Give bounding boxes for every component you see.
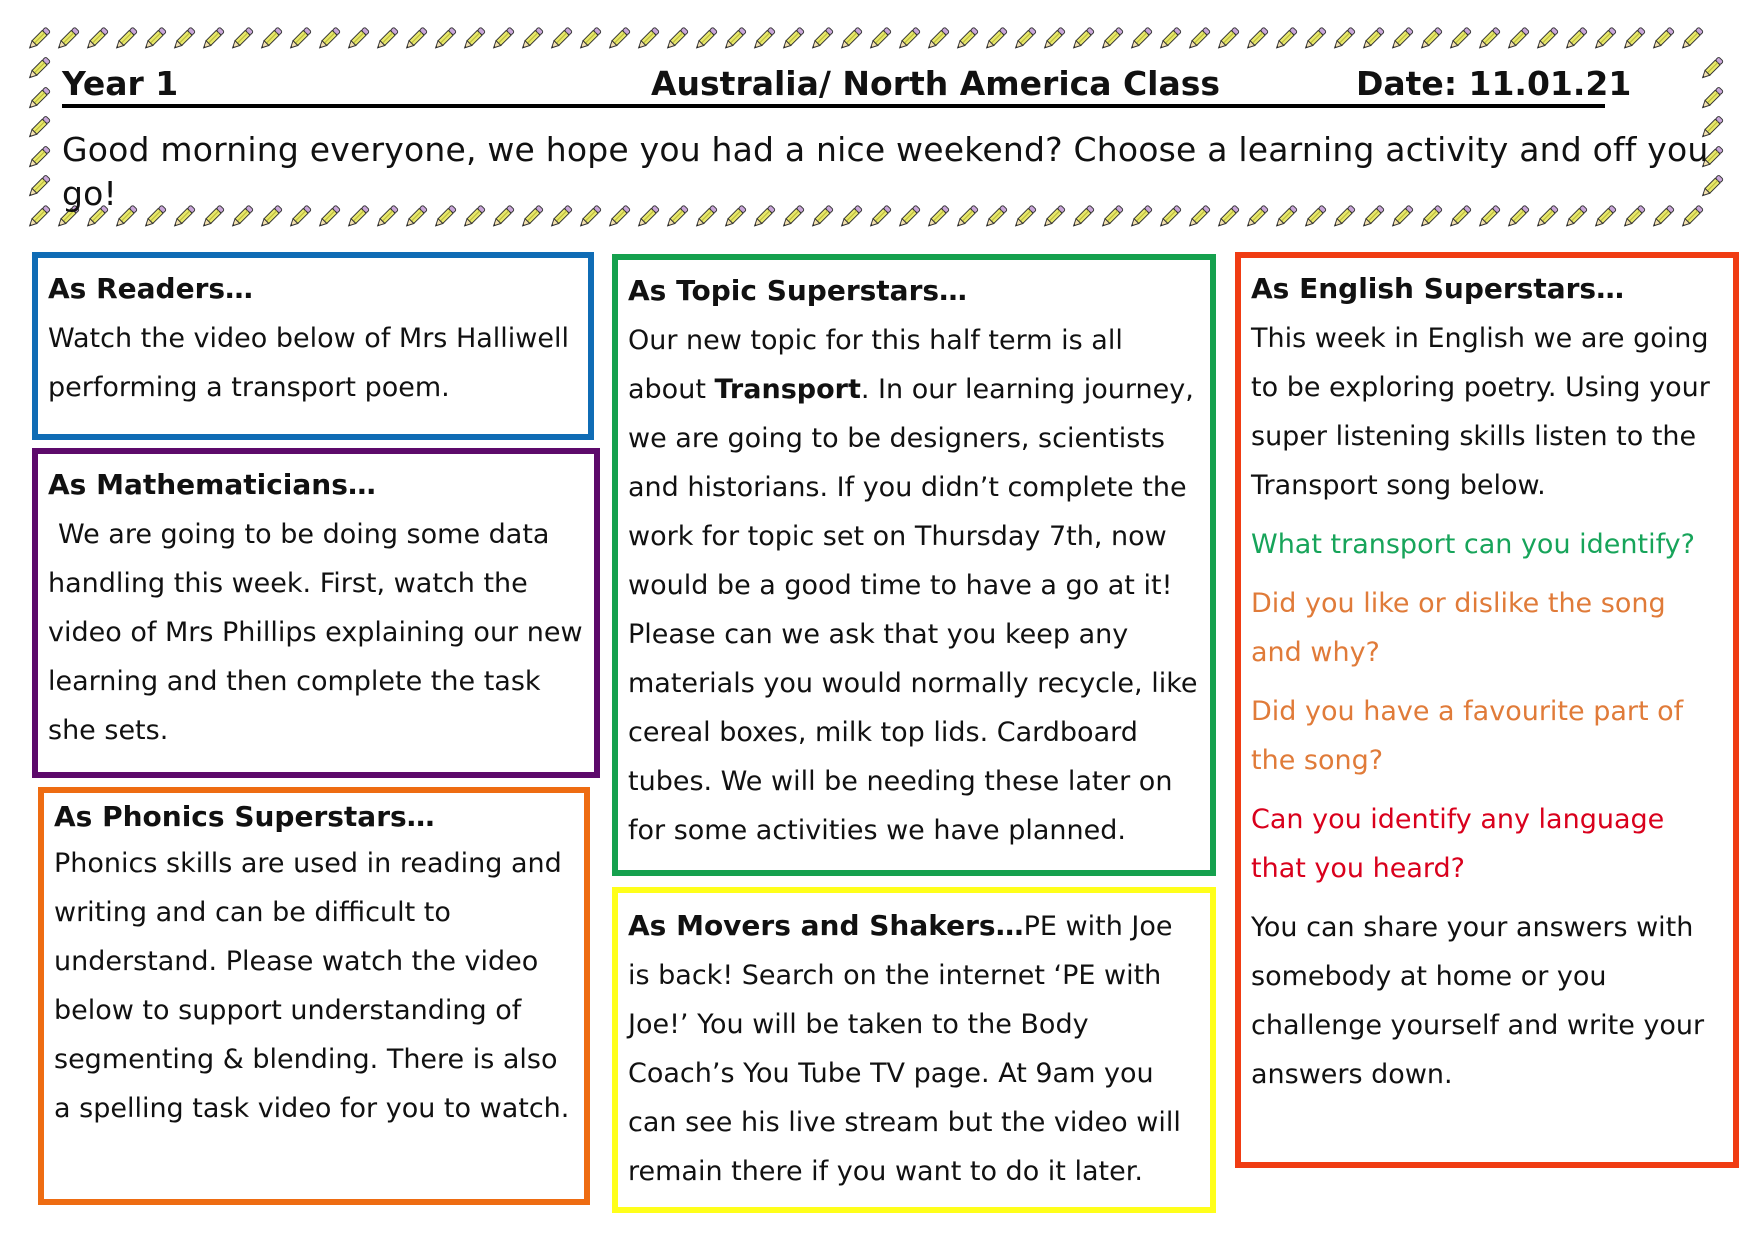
pencil-icon xyxy=(140,24,169,54)
pencil-icon xyxy=(1155,24,1184,54)
pencil-icon xyxy=(1648,24,1677,54)
pencil-icon xyxy=(314,24,343,54)
pencil-icon xyxy=(1126,24,1155,54)
pencil-icon xyxy=(981,24,1010,54)
movers-body xyxy=(628,901,1200,1196)
english-panel xyxy=(1235,252,1739,1168)
pencil-icon xyxy=(807,24,836,54)
pencil-icon xyxy=(169,24,198,54)
readers-body: Watch the video below of Mrs Halliwell performing a transport poem. xyxy=(48,323,570,403)
pencil-icon xyxy=(749,24,778,54)
topic-keyword: Transport xyxy=(714,374,861,405)
pencil-icon xyxy=(24,143,53,173)
topic-panel xyxy=(612,254,1216,876)
pencil-icon xyxy=(372,24,401,54)
pencil-icon xyxy=(459,24,488,54)
date-label: Date: 11.01.21 xyxy=(1356,64,1632,103)
pencil-icon xyxy=(1590,24,1619,54)
pencil-icon xyxy=(24,113,53,143)
pencil-icon xyxy=(865,24,894,54)
pencil-icon xyxy=(24,202,53,232)
pencil-icon xyxy=(1387,24,1416,54)
pencil-icon xyxy=(633,24,662,54)
topic-title: As Topic Superstars… xyxy=(628,274,968,307)
movers-text: PE with Joe is back! Search on the internet ‘PE with Joe!’ You will be taken to the Body Coach’s You Tube TV page. At 9am you can see his live stream but the video will remain there if you want to do it later. xyxy=(628,911,1181,1187)
topic-body xyxy=(628,316,1200,855)
pencil-icon xyxy=(1416,24,1445,54)
topic-body-start: Our new topic for this half term is all about xyxy=(628,325,1123,405)
phonics-panel xyxy=(38,787,590,1205)
pencil-icon xyxy=(53,24,82,54)
phonics-body: Phonics skills are used in reading and writing and can be difficult to understand. Please watch the video below to support understanding of segmenting & blending. There is also a spelling task video for you to watch. xyxy=(54,848,570,1124)
pencil-icon xyxy=(1242,24,1271,54)
class-name: Australia/ North America Class xyxy=(651,64,1221,103)
topic-body-rest: . In our learning journey, we are going to be designers, scientists and historians. If you didn’t complete the work for topic set on Thursday 7th, now would be a good time to have a go at it! Please can we ask that you keep any materials you would normally recycle, like cereal boxes, milk top lids. Cardboard tubes. We will be needing these later on for some activities we have planned. xyxy=(628,374,1198,846)
pencil-icon xyxy=(1697,54,1726,84)
pencil-icon xyxy=(1039,24,1068,54)
pencil-icon xyxy=(24,24,53,54)
pencil-icon xyxy=(1329,24,1358,54)
pencil-icon xyxy=(198,24,227,54)
pencil-border-top xyxy=(24,24,1706,54)
readers-panel xyxy=(32,252,594,440)
pencil-icon xyxy=(1677,24,1706,54)
pencil-icon xyxy=(285,24,314,54)
pencil-icon xyxy=(1097,24,1126,54)
pencil-icon xyxy=(517,24,546,54)
pencil-icon xyxy=(952,24,981,54)
pencil-icon xyxy=(604,24,633,54)
english-closing: You can share your answers with somebody at home or you challenge yourself and write your answers down. xyxy=(1251,912,1705,1090)
english-title: As English Superstars… xyxy=(1251,272,1625,305)
pencil-icon xyxy=(82,24,111,54)
english-intro: This week in English we are going to be exploring poetry. Using your super listening skills listen to the Transport song below. xyxy=(1251,323,1710,501)
english-question: What transport can you identify? xyxy=(1251,529,1695,560)
pencil-icon xyxy=(546,24,575,54)
movers-title: As Movers and Shakers… xyxy=(628,909,1024,942)
english-question: Can you identify any language that you heard? xyxy=(1251,804,1665,884)
pencil-icon xyxy=(1474,24,1503,54)
pencil-icon xyxy=(1445,24,1474,54)
pencil-icon xyxy=(662,24,691,54)
pencil-icon xyxy=(1213,24,1242,54)
pencil-icon xyxy=(1271,24,1300,54)
pencil-icon xyxy=(343,24,372,54)
pencil-icon xyxy=(1358,24,1387,54)
pencil-icon xyxy=(24,172,53,202)
pencil-icon xyxy=(1503,24,1532,54)
year-label: Year 1 xyxy=(62,64,179,103)
pencil-icon xyxy=(1184,24,1213,54)
pencil-icon xyxy=(227,24,256,54)
pencil-icon xyxy=(488,24,517,54)
pencil-icon xyxy=(575,24,604,54)
pencil-icon xyxy=(836,24,865,54)
greeting-text: Good morning everyone, we hope you had a nice weekend? Choose a learning activity and off you go! xyxy=(62,130,1709,213)
maths-title: As Mathematicians… xyxy=(48,468,376,501)
pencil-icon xyxy=(401,24,430,54)
pencil-icon xyxy=(24,54,53,84)
pencil-icon xyxy=(1300,24,1329,54)
maths-body: We are going to be doing some data handling this week. First, watch the video of Mrs Phillips explaining our new learning and then complete the task she sets. xyxy=(48,519,583,746)
phonics-title: As Phonics Superstars… xyxy=(54,800,435,833)
pencil-icon xyxy=(691,24,720,54)
pencil-icon xyxy=(1068,24,1097,54)
pencil-icon xyxy=(24,84,53,114)
pencil-icon xyxy=(111,24,140,54)
readers-title: As Readers… xyxy=(48,272,254,305)
pencil-icon xyxy=(1532,24,1561,54)
pencil-border-left xyxy=(24,54,53,202)
pencil-icon xyxy=(778,24,807,54)
pencil-icon xyxy=(1697,84,1726,114)
pencil-icon xyxy=(1619,24,1648,54)
pencil-icon xyxy=(1010,24,1039,54)
pencil-icon xyxy=(256,24,285,54)
pencil-icon xyxy=(923,24,952,54)
pencil-icon xyxy=(1561,24,1590,54)
english-question: Did you have a favourite part of the song? xyxy=(1251,696,1684,776)
pencil-icon xyxy=(894,24,923,54)
pencil-icon xyxy=(430,24,459,54)
pencil-icon xyxy=(720,24,749,54)
english-question: Did you like or dislike the song and why? xyxy=(1251,588,1666,668)
maths-panel xyxy=(32,448,600,778)
movers-panel xyxy=(612,887,1216,1213)
